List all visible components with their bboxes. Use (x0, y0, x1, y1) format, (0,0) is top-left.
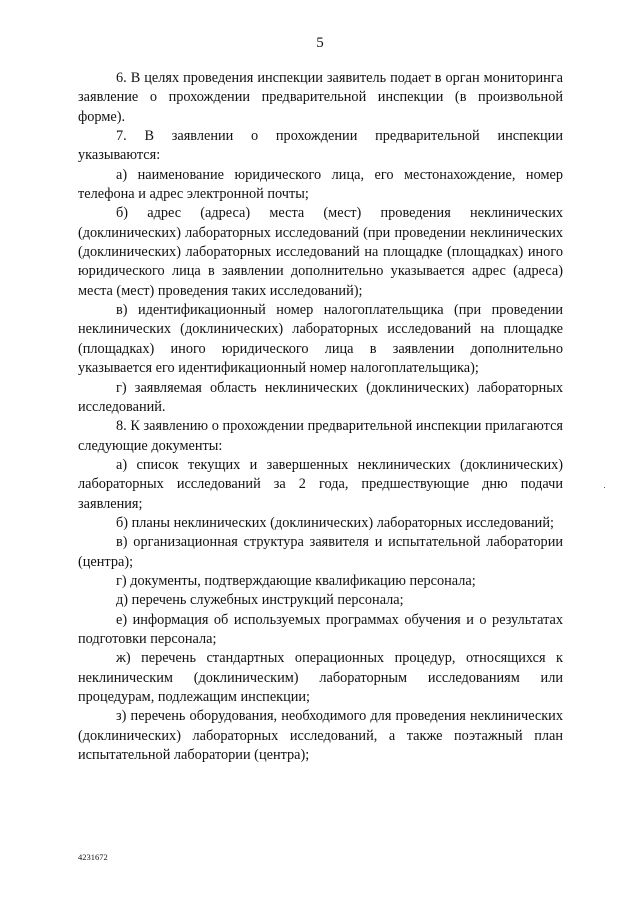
paragraph-8-item-d: д) перечень служебных инструкций персонала; (116, 592, 404, 609)
paragraph-7-item-v: в) идентификационный номер налогоплательщика (при проведении неклинических (доклинических) лабораторных исследований на площадке (площадках) иного юридического лица в заявлении дополнительно указывается его идентификационный номер налогоплательщика); (78, 302, 563, 377)
paragraph-8-item-a: а) список текущих и завершенных неклинических (доклинических) лабораторных исследований за 2 года, предшествующие дню подачи заявления; (78, 456, 563, 512)
paragraph-8-item-v: в) организационная структура заявителя и испытательной лаборатории (центра); (78, 534, 563, 570)
paragraph-8: 8. К заявлению о прохождении предварительной инспекции прилагаются следующие документы: (78, 418, 563, 454)
paragraph-8-item-g: г) документы, подтверждающие квалификацию персонала; (116, 572, 476, 589)
page-number: 5 (316, 35, 324, 51)
paragraph-8-item-b: б) планы неклинических (доклинических) лабораторных исследований; (116, 514, 554, 531)
document-id: 4231672 (78, 852, 108, 862)
paragraph-8-item-e: е) информация об используемых программах обучения и о результатах подготовки персонала; (78, 611, 563, 647)
paragraph-8-item-z: з) перечень оборудования, необходимого для проведения неклинических (доклинических) лабораторных исследований, а также поэтажный план испытательной лаборатории (центра); (78, 708, 563, 764)
paragraph-8-item-zh: ж) перечень стандартных операционных процедур, относящихся к неклиническим (доклиническим) лабораторным исследованиям или процедурам, подлежащим инспекции; (78, 650, 563, 705)
paragraph-6: 6. В целях проведения инспекции заявитель подает в орган мониторинга заявление о прохождении предварительной инспекции (в произвольной форме). (78, 70, 563, 125)
paragraph-7-item-b: б) адрес (адреса) места (мест) проведения неклинических (доклинических) лабораторных исследований (при проведении неклинических (доклинических) лабораторных исследований на площадке (площадках) иного юридического лица в заявлении дополнительно указывается адрес (адреса) места (мест) проведения таких исследований); (78, 205, 563, 299)
paragraph-7: 7. В заявлении о прохождении предварительной инспекции указываются: (78, 128, 563, 164)
paragraph-7-item-a: а) наименование юридического лица, его местонахождение, номер телефона и адрес электронной почты; (78, 166, 563, 203)
paragraph-7-item-g: г) заявляемая область неклинических (доклинических) лабораторных исследований. (78, 379, 563, 415)
document-body (78, 69, 563, 765)
scan-speck (604, 487, 605, 488)
